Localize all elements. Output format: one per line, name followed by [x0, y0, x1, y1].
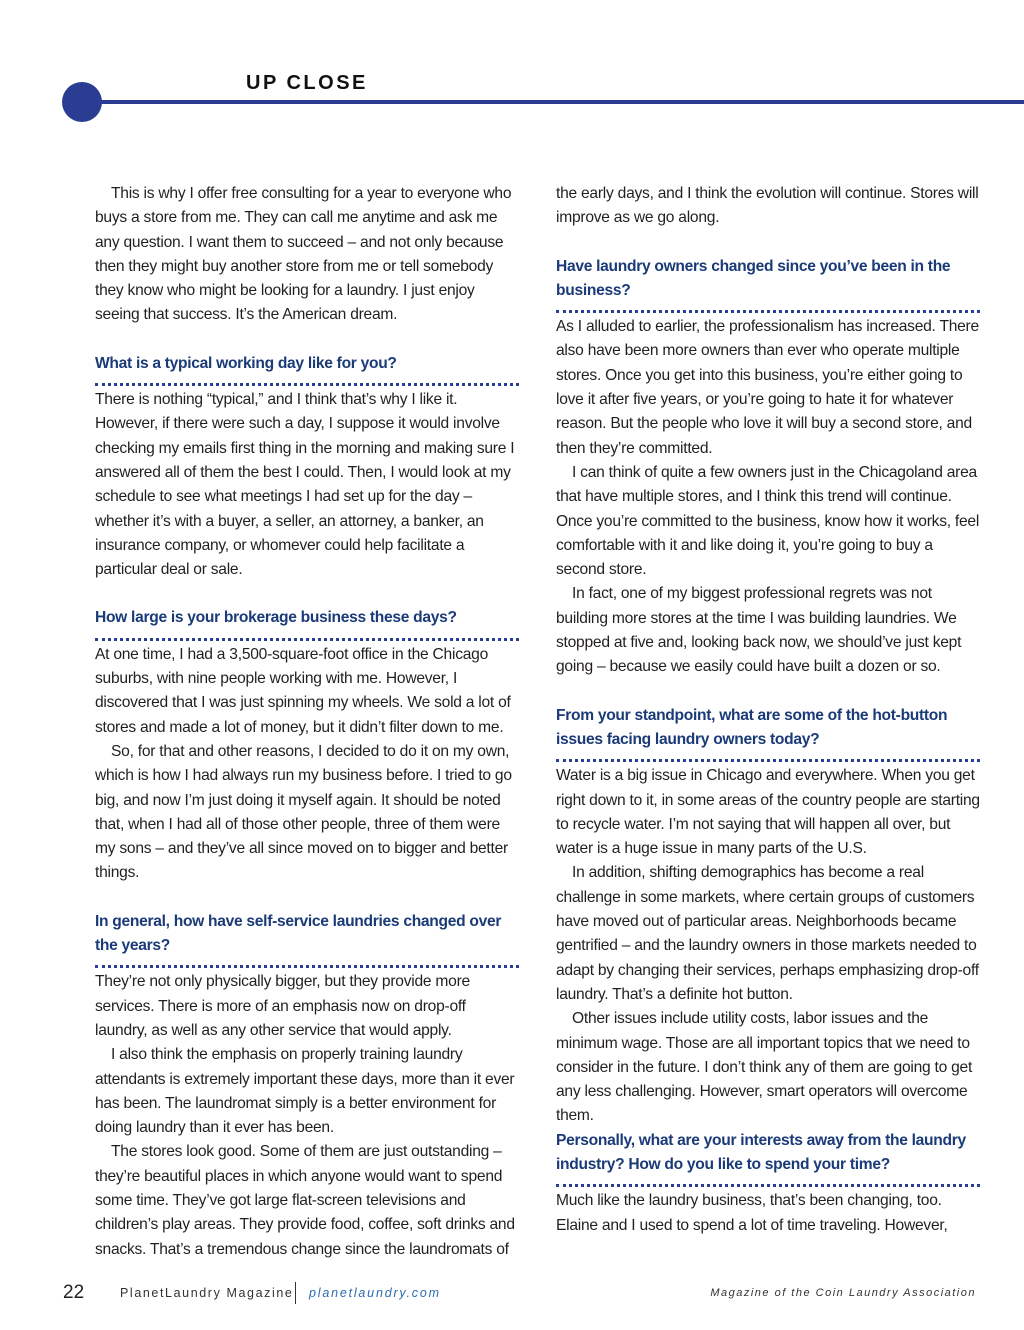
interview-question: From your standpoint, what are some of the hot-button issues facing laundry owners today? [556, 704, 980, 763]
paragraph-spacer [556, 680, 980, 704]
left-column [95, 182, 519, 1262]
body-paragraph: As I alluded to earlier, the professionalism has increased. There also have been more owners than ever who operate multiple stores. Once you get into this business, you’re either going to love it after five years, or you’re going to hate it for whatever reason. But the people who love it will buy a second store, and then they’re committed. [556, 318, 979, 457]
body-paragraph: Water is a big issue in Chicago and everywhere. When you get right down to it, in some areas of the country people are starting to recycle water. I’m not saying that will happen all over, but water is a huge issue in many parts of the U.S. [556, 767, 980, 858]
body-paragraph: the early days, and I think the evolution will continue. Stores will improve as we go along. [556, 185, 979, 227]
body-paragraph: This is why I offer free consulting for a year to everyone who buys a store from me. They can call me anytime and ask me any question. I want them to succeed – and not only because then they might buy another store from me or tell somebody they know who might be looking for a laundry. I just enjoy seeing that success. It’s the American dream. [95, 185, 512, 324]
body-paragraph: At one time, I had a 3,500-square-foot office in the Chicago suburbs, with nine people working with me. However, I discovered that I was just spinning my wheels. We sold a lot of stores and made a lot of money, but it didn’t filter down to me. [95, 645, 511, 736]
interview-question: Have laundry owners changed since you’ve been in the business? [556, 255, 980, 314]
body-paragraph: I also think the emphasis on properly training laundry attendants is extremely important these days, more than it ever has been. The laundromat simply is a better environment for doing laundry than it ever has been. [95, 1046, 515, 1137]
paragraph-spacer [556, 231, 980, 255]
body-paragraph: They’re not only physically bigger, but they provide more services. There is more of an emphasis now on drop-off laundry, as well as any other service that would apply. [95, 973, 470, 1039]
body-paragraph: There is nothing “typical,” and I think that’s why I like it. However, if there were such a day, I suppose it would involve checking my emails first thing in the morning and making sure I answered all of them the best I could. Then, I would look at my schedule to see what meetings I had set up for the day – whether it’s with a buyer, a seller, an attorney, a banker, an insurance company, or whomever could help facilitate a particular deal or sale. [95, 391, 515, 579]
association-tagline: Magazine of the Coin Laundry Association [710, 1287, 976, 1299]
website-link[interactable]: planetlaundry.com [309, 1286, 441, 1300]
section-title: UP CLOSE [246, 72, 368, 94]
body-paragraph: I can think of quite a few owners just in the Chicagoland area that have multiple stores, and I think this trend will continue. Once you’re committed to the business, know how it works, feel comfortable with it and like doing it, you’re going to buy a second store. [556, 463, 980, 579]
body-paragraph: In fact, one of my biggest professional regrets was not building more stores at the time I was building laundries. We stopped at five and, looking back now, we should’ve just kept going – because we easily could have built a dozen or so. [556, 585, 962, 676]
body-paragraph: Much like the laundry business, that’s been changing, too. Elaine and I used to spend a lot of time traveling. However, [556, 1192, 948, 1234]
header-dot-icon [62, 82, 102, 122]
paragraph-spacer [95, 328, 519, 352]
page-footer [0, 1282, 1024, 1306]
interview-question: Personally, what are your interests away from the laundry industry? How do you like to spend your time? [556, 1129, 980, 1188]
interview-question: What is a typical working day like for you? [95, 352, 519, 386]
paragraph-spacer [95, 886, 519, 910]
body-paragraph: The stores look good. Some of them are just outstanding – they’re beautiful places in which anyone would want to spend some time. They’ve got large flat-screen televisions and children’s play areas. They provide food, coffee, soft drinks and snacks. That’s a tremendous change since the laundromats of [95, 1143, 515, 1258]
page-number: 22 [63, 1282, 85, 1303]
body-paragraph: In addition, shifting demographics has become a real challenge in some markets, where certain groups of customers have moved out of particular areas. Neighborhoods became gentrified – and the laundry owners in those markets needed to adapt by changing their services, perhaps emphasizing drop-off laundry. That’s a definite hot button. [556, 864, 979, 1003]
interview-question: How large is your brokerage business these days? [95, 606, 519, 640]
footer-separator [295, 1282, 296, 1304]
header-rule [80, 100, 1024, 104]
interview-question: In general, how have self-service laundries changed over the years? [95, 910, 519, 969]
body-paragraph: So, for that and other reasons, I decided to do it on my own, which is how I had always run my business before. I tried to go big, and now I’m just doing it myself again. It should be noted that, when I had all of those other people, three of them were my sons – and they’ve all since moved on to bigger and better things. [95, 742, 512, 882]
body-paragraph: Other issues include utility costs, labor issues and the minimum wage. Those are all important topics that we need to consider in the future. I don’t think any of them are going to get any less challenging. However, smart operators will overcome them. [556, 1010, 973, 1125]
right-column [556, 182, 980, 1238]
paragraph-spacer [95, 582, 519, 606]
magazine-name: PlanetLaundry Magazine [120, 1286, 294, 1300]
